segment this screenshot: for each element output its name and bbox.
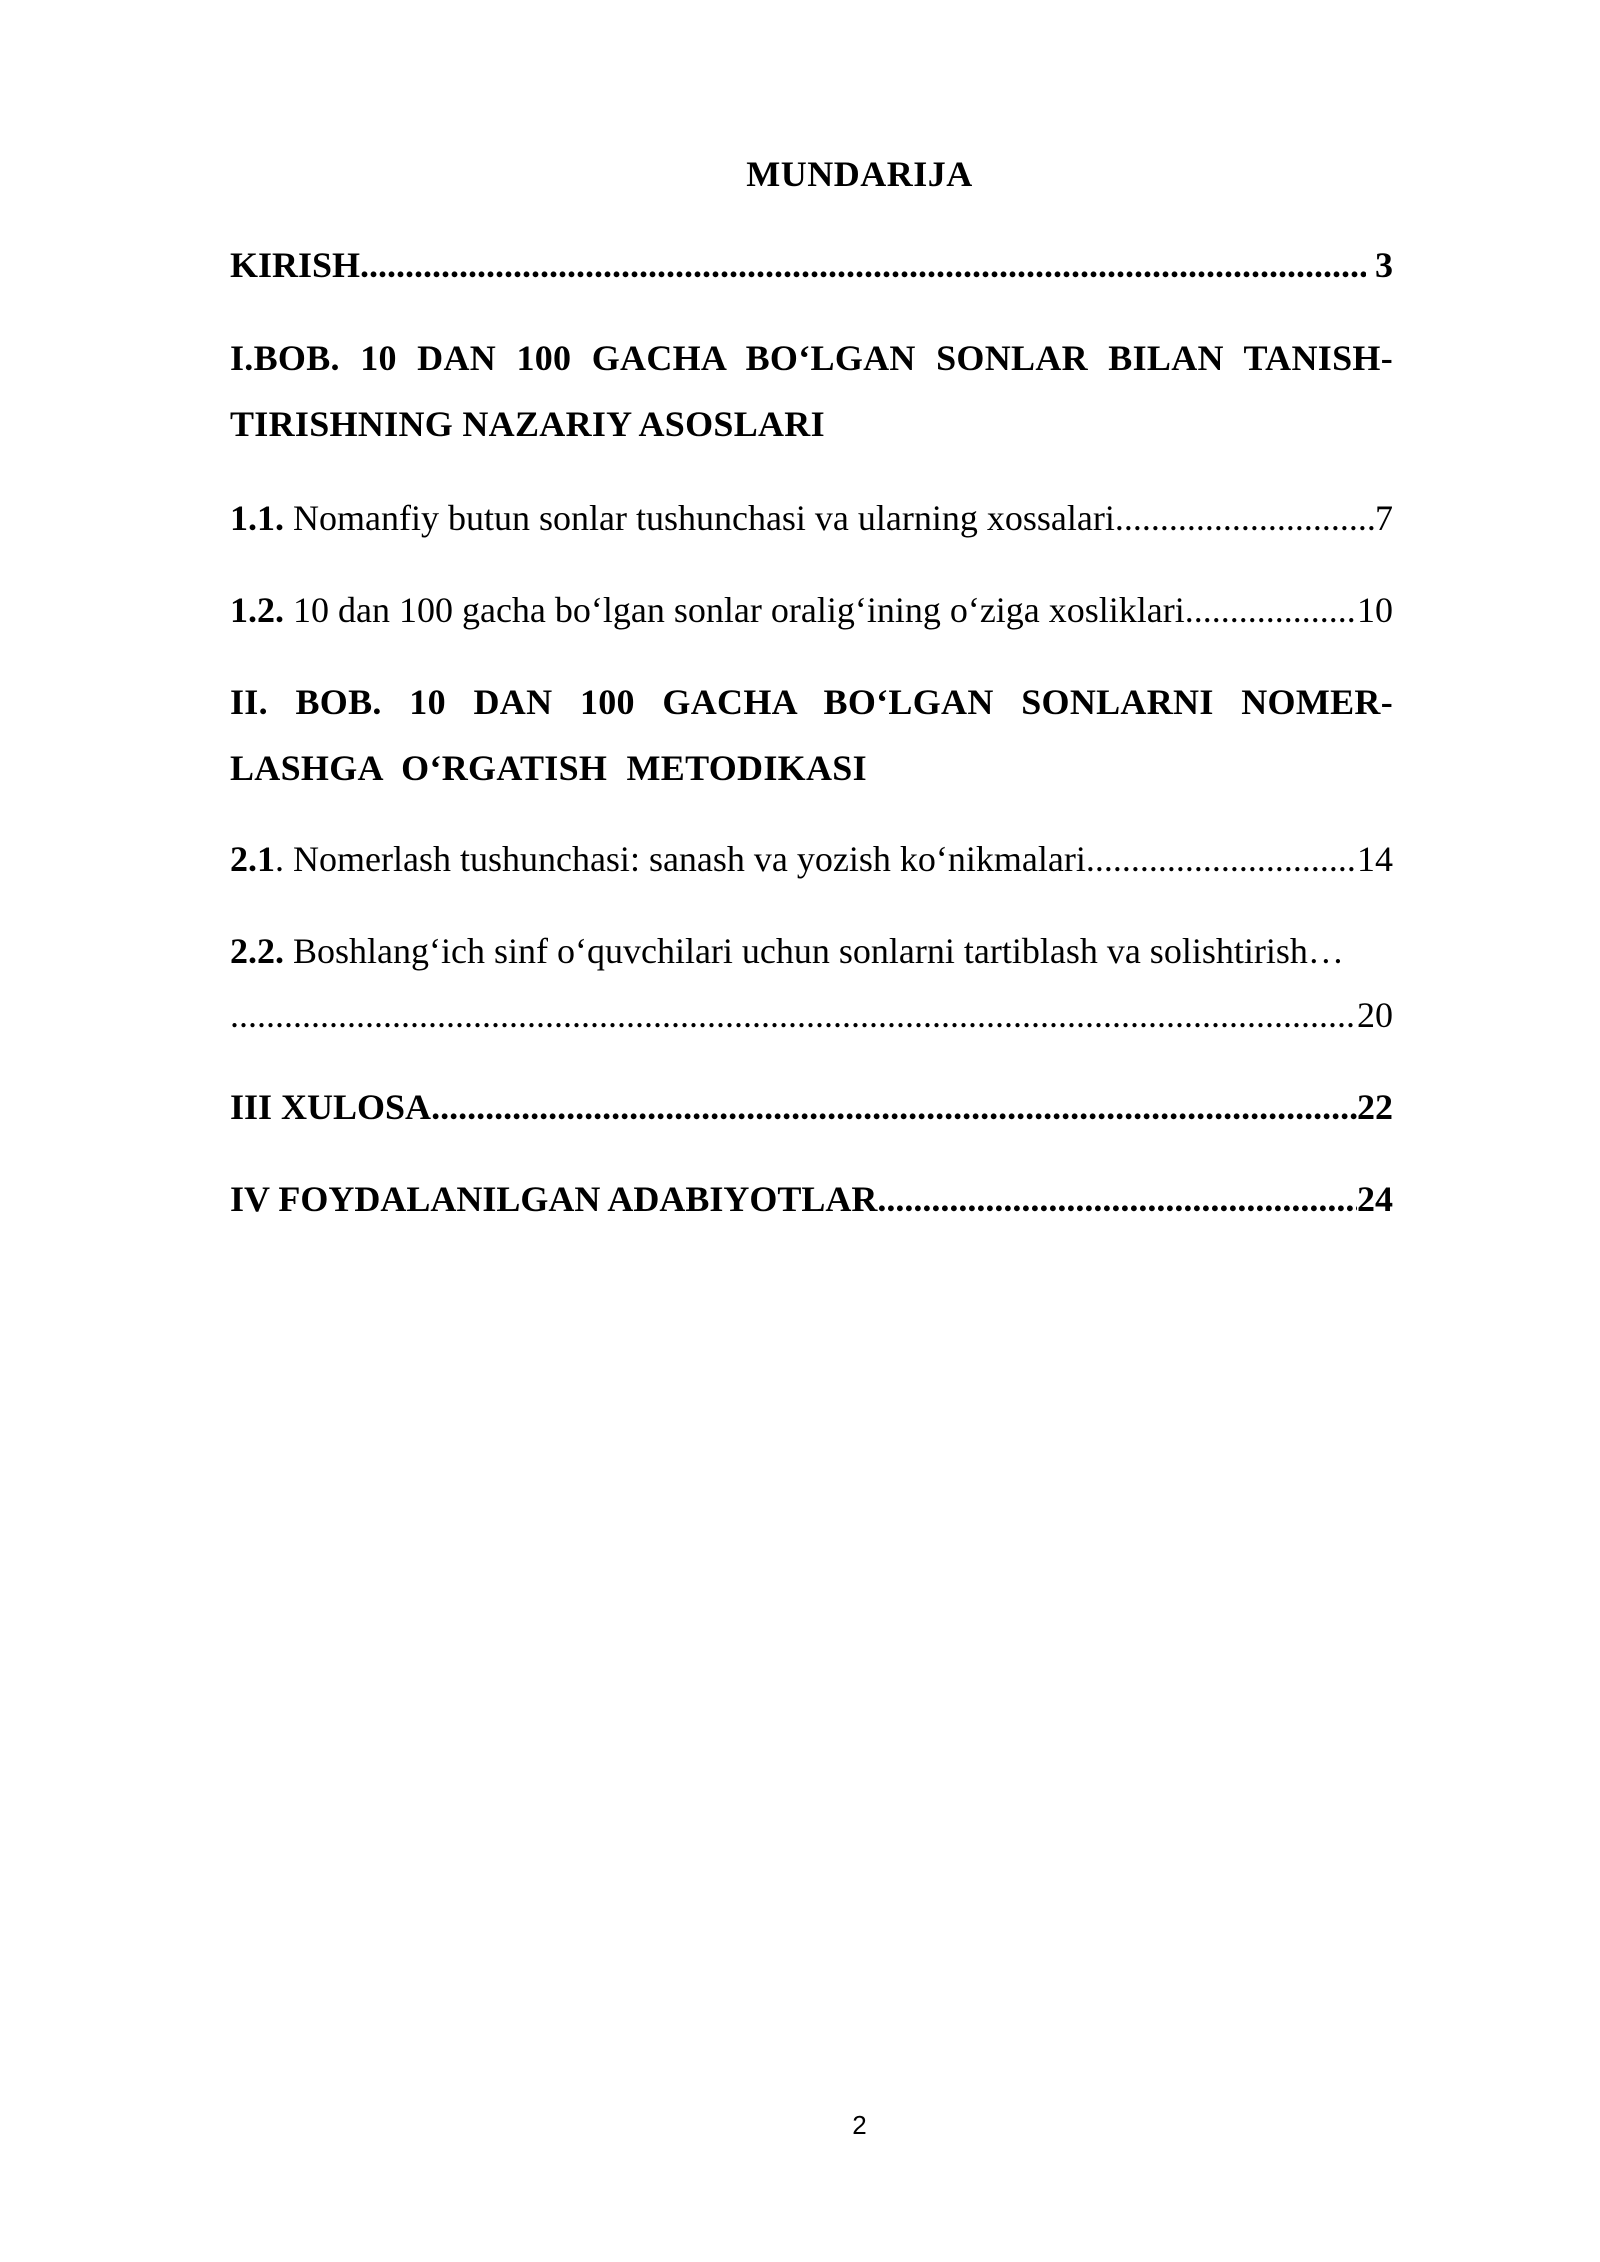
- toc-title: MUNDARIJA: [746, 154, 973, 194]
- toc-page-number: 7: [1375, 498, 1393, 538]
- toc-entry-1-2[interactable]: [230, 588, 1393, 632]
- toc-entry-label: 1.2. 10 dan 100 gacha bo‘lgan sonlar oralig‘ining o‘ziga xosliklari: [230, 590, 1185, 630]
- dot-leader: [1185, 588, 1357, 632]
- toc-entry-label: KIRISH: [230, 245, 361, 285]
- toc-entry-label: 1.1. Nomanfiy butun sonlar tushunchasi va ularning xossalari: [230, 498, 1115, 538]
- toc-chapter-2-heading[interactable]: [230, 669, 1393, 801]
- toc-page-number: 20: [1357, 995, 1393, 1035]
- dot-leader: [431, 1085, 1357, 1129]
- toc-entry-label: IV FOYDALANILGAN ADABIYOTLAR: [230, 1179, 878, 1219]
- toc-entry-2-2[interactable]: [230, 929, 1393, 1037]
- toc-page-number: 10: [1357, 590, 1393, 630]
- toc-entry-adabiyotlar[interactable]: [230, 1177, 1393, 1221]
- toc-entry-label: 2.2. Boshlang‘ich sinf o‘quvchilari uchun sonlarni tartiblash va solishtirish…: [230, 931, 1344, 971]
- toc-entry-kirish[interactable]: [230, 243, 1393, 287]
- dot-leader: [360, 243, 1366, 287]
- toc-section-number: 2.1: [230, 839, 275, 879]
- toc-page-number: 14: [1357, 839, 1393, 879]
- toc-chapter-1-heading[interactable]: [230, 325, 1393, 457]
- toc-page-number: 3: [1375, 245, 1393, 285]
- dot-leader: [1086, 837, 1357, 881]
- toc-page-number: 22: [1357, 1087, 1393, 1127]
- toc-entry-label: 2.1. Nomerlash tushunchasi: sanash va yozish ko‘nikmalari: [230, 839, 1086, 879]
- toc-page-number: 24: [1357, 1179, 1393, 1219]
- dot-leader: [230, 993, 1357, 1037]
- toc-section-number: 1.2.: [230, 590, 284, 630]
- toc-entry-xulosa[interactable]: [230, 1085, 1393, 1129]
- toc-chapter-label: II. BOB. 10 DAN 100 GACHA BO‘LGAN SONLARNI NOMER-LASHGA O‘RGATISH METODIKASI: [230, 682, 1393, 788]
- toc-chapter-label: I.BOB. 10 DAN 100 GACHA BO‘LGAN SONLAR BILAN TANISH-TIRISHNING NAZARIY ASOSLARI: [230, 338, 1393, 444]
- toc-section-number: 1.1.: [230, 498, 284, 538]
- dot-leader: [1115, 496, 1375, 540]
- dot-leader: [877, 1177, 1357, 1221]
- toc-entry-label: III XULOSA: [230, 1087, 432, 1127]
- toc-entry-1-1[interactable]: [230, 496, 1393, 540]
- toc-section-number: 2.2.: [230, 931, 284, 971]
- page-number: 2: [852, 2110, 867, 2140]
- toc-entry-2-1[interactable]: [230, 837, 1393, 881]
